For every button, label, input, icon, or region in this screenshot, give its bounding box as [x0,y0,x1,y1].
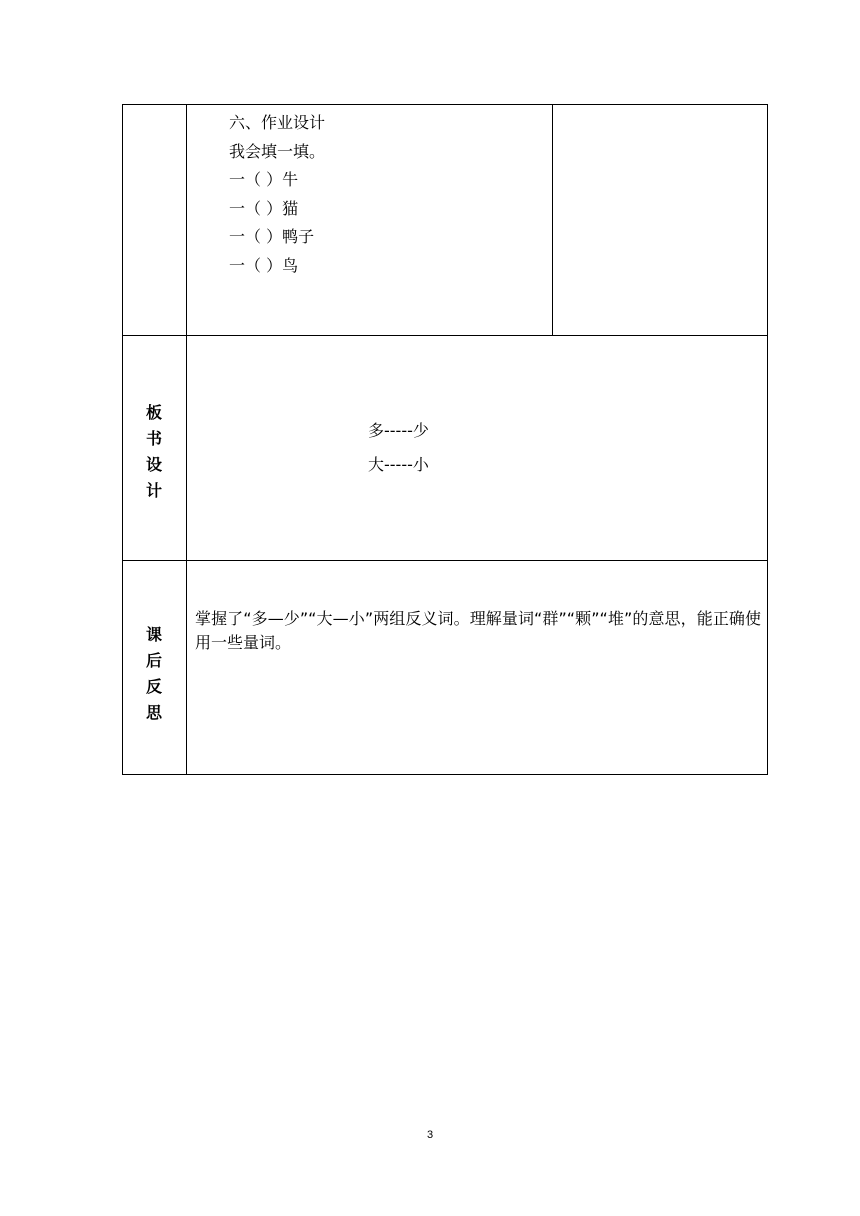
table-border-top [122,104,768,105]
homework-item: 一（ ）鸭子 [229,227,315,246]
homework-item: 一（ ）鸟 [229,256,299,275]
label-char: 反 [145,677,162,696]
table-border-bottom [122,774,768,775]
label-char: 设 [145,455,162,474]
label-char: 板 [145,403,162,422]
row-divider-2 [122,560,768,561]
table-border-right [767,104,768,775]
homework-item: 一（ ）猫 [229,199,299,218]
reflection-label [122,622,186,726]
label-column-divider [186,104,187,775]
homework-item: 一（ ）牛 [229,170,299,189]
label-char: 书 [145,429,162,448]
notes-column-divider [552,104,553,336]
page-number: 3 [426,1129,434,1141]
homework-prompt: 我会填一填。 [229,142,326,161]
board-line: 多-----少 [368,421,429,440]
label-char: 后 [145,651,162,670]
homework-heading: 六、作业设计 [229,113,326,132]
row-divider-1 [122,335,768,336]
label-char: 思 [145,703,162,722]
board-line: 大-----小 [368,455,429,474]
board-design-label [122,400,186,504]
label-char: 计 [145,481,162,500]
reflection-text: 掌握了“多—少”“大—小”两组反义词。理解量词“群”“颗”“堆”的意思，能正确使用一些量词。 [195,609,761,652]
label-char: 课 [145,625,162,644]
